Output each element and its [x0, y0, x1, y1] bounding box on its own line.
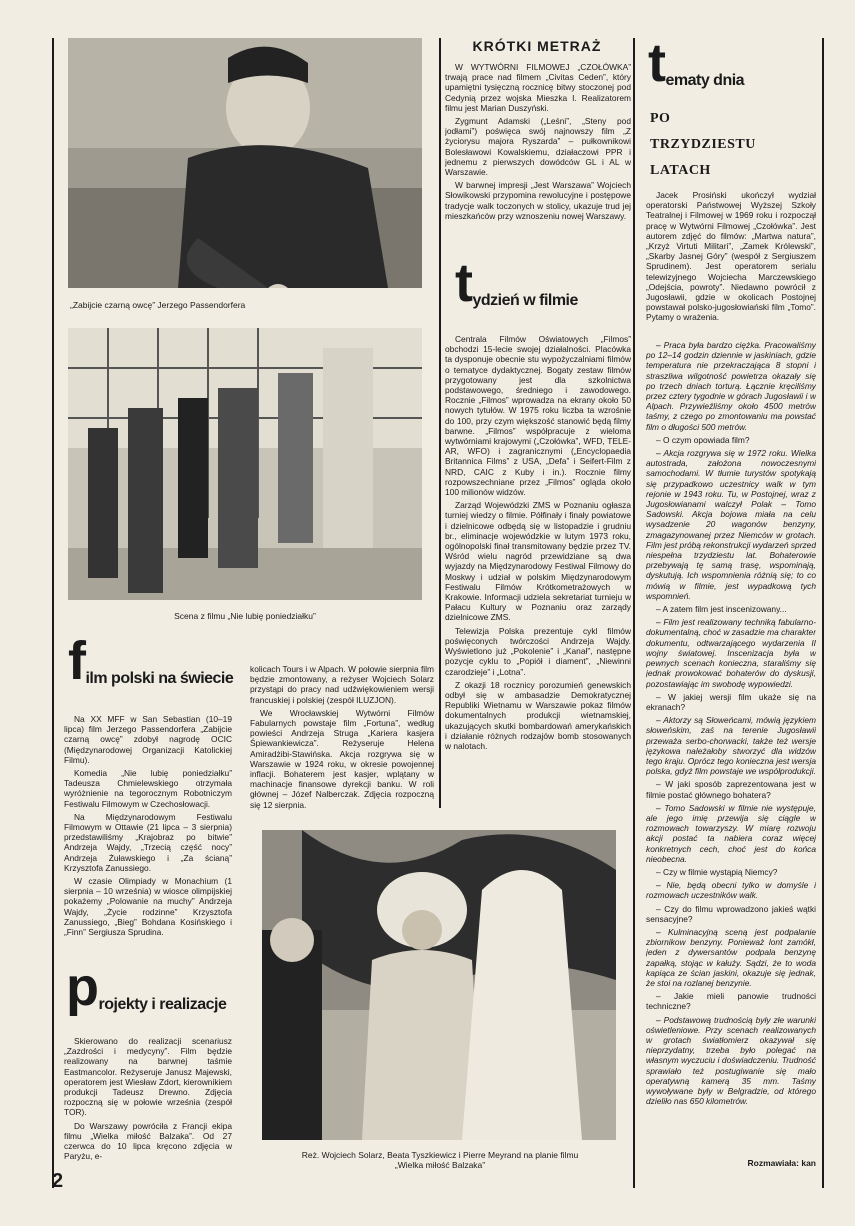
interview-q4: – A zatem film jest inscenizowany...: [656, 604, 787, 615]
photo-passendorfer: [68, 38, 422, 288]
photo-wielka-milosc-balzaka: [262, 830, 616, 1140]
krotki-paragraph-1: W WYTWÓRNI FILMOWEJ „CZOŁÓWKA” trwają prace nad filmem „Civitas Ceden”, który upamiętni tysięczną rocznicę bitwy stoczonej pod Cedynią przez wojska Mieszka I. Realizatorem filmu jest Marian Duszyński.: [445, 62, 631, 113]
interview-q3: – Akcja rozgrywa się w 1972 roku. Wielka autostrada, założona nowoczesnymi samochodami. W tłumie turystów spotykają się przypadkowo uczestnicy walk w tym rejonie w 1943 roku. Tu, w Postojnej, wraz z Jugosłowianami walczył Polak – Tomo Sadowski. Akcja bojowa miała na celu wysadzenie 20 wagonów benzyny, zmagazynowanej przez Niemców w grotach. Film jest próbą rekonstrukcji wydarzeń sprzed niespełna trzydziestu lat. Bohaterowie przebywają tę samą trasę, wspominają, dyskutują. Ich wspomnienia różnią się; to co mówią w filmie, jest wypadkową tych wspomnień.: [646, 448, 816, 601]
interview-q13: – Kulminacyjną sceną jest podpalanie zbiornikow benzyny. Ponieważ lont zamókł, jeden z dywersantów podpala benzynę zapałką, stojąc w kałuży. Sądzi, że to woda kapiąca ze ścian jaskini, okazuje się jednak, że stoi na rozlanej benzynie.: [646, 926, 816, 988]
middle-paragraph-1: kolicach Tours i w Alpach. W połowie sierpnia film będzie zmontowany, a reżyser Wojciech Solarz przystąpi do pracy nad udźwiękowieniem wersji francuskiej i polskiej (zespół ILUZJON).: [250, 664, 434, 705]
interview-title-line-3: LATACH: [650, 163, 711, 178]
heading-projekty-i-realizacje: [66, 957, 227, 1017]
far-right-rule: [822, 38, 824, 1188]
film-polski-text: [64, 714, 232, 972]
interview-q8: – W jaki sposób zaprezentowana jest w filmie postać głównego bohatera?: [646, 779, 816, 800]
middle-continuation-text: [250, 664, 434, 814]
projekty-paragraph-1: Skierowano do realizacji scenariusz „Zazdrości i medycyny”. Film będzie realizowany na barwnej taśmie Eastmancolor. Reżyseruje Janusz Majewski, operatorem jest Wiesław Zdort, kierownikiem produkcji Tadeusz Drewno. Zdjęcia rozpoczną się w połowie września (zespół TOR).: [64, 1036, 232, 1118]
interview-q7: – Aktorzy są Słoweńcami, mówią językiem słoweńskim, zaś na terenie Jugosławii przeważa serbo-chorwacki, także też wersje językowa należałoby stworzyć dla widzów tego kraju. Oprócz tego konieczna jest wersja polska, gdyż film powstaje we współprodukcji.: [646, 715, 816, 777]
krotki-paragraph-3: W barwnej impresji „Jest Warszawa” Wojciech Słowikowski przypomina rewolucyjne i postępowe tradycje walk toczonych w stolicy, ukazuje trud jej mieszkańców przy wznoszeniu nowej Warszawy.: [445, 180, 631, 221]
left-column-rule: [52, 38, 54, 1188]
heading-tydzien-rest: ydzień w filmie: [472, 292, 578, 309]
right-column-rule: [633, 38, 635, 1188]
caption-photo-3: Reż. Wojciech Solarz, Beata Tyszkiewicz i Pierre Meyrand na planie filmu „Wielka miłość Balzaka”: [301, 1150, 579, 1170]
tydzien-paragraph-4: Z okazji 18 rocznicy porozumień genewskich odbył się w ambasadzie Demokratycznej Republiki Wietnamu w Warszawie pokaz filmów dokumentalnych produkcji wietnamskiej, ukazujących skutki bombardowań amerykańskich i działanie różnych rodzajów bomb stosowanych w nalotach.: [445, 679, 631, 751]
polski-paragraph-4: W czasie Olimpiady w Monachium (1 sierpnia – 10 września) w wiosce olimpijskiej pokażemy „Polowanie na muchy” Andrzeja Wajdy, „Życie rodzinne” Krzysztofa Zanussiego, „Bieg” Bohdana Kosińskiego i „Finn” Sergiusza Sprudina.: [64, 876, 232, 938]
interview-title: [650, 106, 820, 184]
interview-signature: Rozmawiała: kan: [747, 1158, 816, 1168]
caption-photo-2: Scena z filmu „Nie lubię poniedziałku”: [174, 611, 316, 621]
interview-q2: – O czym opowiada film?: [656, 434, 750, 445]
tydzien-w-filmie-text: [445, 334, 631, 812]
interview-q9: – Tomo Sadowski w filmie nie występuje, ale jego imię przewija się ciągle w rozmowach towarzyszy. W miarę rozwoju akcji postać ta nabiera coraz więcej konkretnych cech, choć jest do końca nieobecna.: [646, 802, 816, 864]
interview-q1: – Praca była bardzo ciężka. Pracowaliśmy po 12–14 godzin dziennie w jaskiniach, gdzie temperatura nie przekraczająca 8 stopni i straszliwa wilgotność powietrza okazały się po trzech dniach torturą. Łącznie kręciliśmy przez cztery tygodnie w górach Jugosławii i w Alpach. Przywieźliśmy około 4500 metrów taśmy, z czego po zmontowaniu ma powstać film o długości 500 metrów.: [646, 340, 816, 432]
interview-q14: – Jakie mieli panowie trudności techniczne?: [646, 991, 816, 1012]
heading-tematy-dnia: [648, 33, 745, 93]
interview-title-line-1: PO: [650, 111, 671, 126]
heading-polski-cap: f: [68, 631, 86, 691]
tydzien-paragraph-2: Zarząd Wojewódzki ZMS w Poznaniu ogłasza turniej wiedzy o filmie. Półfinały i finały powiatowe i dzielnicowe odbędą się w listopadzie i grudniu br., eliminacje wojewódzkie w lutym 1973 roku, ogólnopolski finał transmitowany będzie przez TV. Wśród wielu nagród przewidziane są dwa wyjazdy na Międzynarodowy Festiwal Filmowy do Moskwy i udział w polskim Międzynarodowym Festiwalu Filmów Krótkometrażowych w Krakowie. Informacji udziela sekretariat turnieju w Pałacu Kultury w Poznaniu oraz zarządy dzielnicowe ZMS.: [445, 500, 631, 623]
interview-q10: – Czy w filmie wystąpią Niemcy?: [656, 866, 778, 877]
heading-tydzien-w-filmie: [455, 253, 578, 313]
caption-photo-1: „Zabijcie czarną owcę” Jerzego Passendorfera: [70, 300, 246, 310]
polski-paragraph-2: Komedia „Nie lubię poniedziałku” Tadeusza Chmielewskiego otrzymała wyróżnienie na tegorocznym Robotniczym Festiwalu Filmowym w Czechosłowacji.: [64, 768, 232, 809]
heading-projekty-cap: p: [66, 957, 99, 1017]
interview-q12: – Czy do filmu wprowadzono jakieś wątki sensacyjne?: [646, 903, 816, 924]
heading-tematy-rest: ematy dnia: [665, 72, 745, 89]
heading-tydzien-cap: t: [455, 253, 473, 313]
tematy-interview-text: [646, 340, 816, 1150]
tydzien-paragraph-1: Centrala Filmów Oświatowych „Filmos” obchodzi 15-lecie swojej działalności. Placówka ta dysponuje obecnie stu wypożyczalniami filmów o tematyce dydaktycznej. Bogaty zestaw filmów przygotowany jest dla szkolnictwa podstawowego, średniego i zawodowego. Rocznie „Filmos” wprowadza na ekrany około 50 nowych tytułów. W 1975 roku liczba ta wzrośnie do 100, przy czym większość stanowić będą filmy barwne. „Filmos” współpracuje z wieloma wytwórniami krajowymi („Czołówka”, WFD, TELE-AR, WFO) i zagranicznymi („Encyclopaedia Britannica Films” z USA, „Defa” i Seifert-Film z NRD, CAIC z Kuby i in.). Rocznie filmy rozpowszechniane przez „Filmos” ogląda około 100 milionów widzów.: [445, 334, 631, 498]
interview-q5: – Film jest realizowany techniką fabularno-dokumentalną, choć w zasadzie ma charakter dokumentu, odtwarzającego wydarzenia II wojny światowej. Inscenizacja była w pewnych scenach konieczna, staraliśmy się jednak prowokować bohaterów do dyskusji, pozostawiając im swobodę wypowiedzi.: [646, 617, 816, 689]
photo-nie-lubie-poniedzialku: [68, 328, 422, 600]
tematy-intro: Jacek Prosiński ukończył wydział operatorski Państwowej Wyższej Szkoły Teatralnej i Filmowej w 1969 roku i rozpoczął pracę w Wytwórni Filmowej „Czołówka”. Jest autorem zdjęć do filmów: „Martwa natura”, „Krzyż Virtuti Militari”, „Zamek Królewski”, „Skarby Jasnej Góry” (wespół z Sergiuszem Sprudinem). Jest operatorem serialu telewizyjnego Wojciecha Marczewskiego „Odejścia, powroty”. Niedawno powrócił z Jugosławii, gdzie w okolicach Postojnej powstawał polsko-jugosłowiański film „Tomo”. Pytamy o wrażenia.: [646, 190, 816, 323]
tydzien-paragraph-3: Telewizja Polska prezentuje cykl filmów poświęconych twórczości Andrzeja Wajdy. Wyświetlono już „Pokolenie” i „Kanał”, następne pozycje cyklu to „Popiół i diament”, „Niewinni czarodzieje” i „Lotna”.: [445, 625, 631, 677]
krotki-metraz-text: [445, 62, 631, 252]
krotki-paragraph-2: Zygmunt Adamski („Leśni”, „Steny pod jodłami”) poświęca swój najnowszy film „Z życiorysu majora Ryszarda” – pułkownikowi Bolesławowi Kowalskiemu, działaczowi PPR i jednemu z pierwszych dowódców GL i AL w Warszawie.: [445, 116, 631, 178]
interview-title-line-2: TRZYDZIESTU: [650, 137, 756, 152]
polski-paragraph-3: Na Międzynarodowym Festiwalu Filmowym w Ottawie (21 lipca – 3 sierpnia) przedstawiliśmy „Krajobraz po bitwie” Andrzeja Wajdy, „Trzecią część nocy” Andrzeja Żuławskiego i „Za ścianą” Krzysztofa Zanussiego.: [64, 811, 232, 873]
polski-paragraph-1: Na XX MFF w San Sebastian (10–19 lipca) film Jerzego Passendorfera „Zabijcie czarną owcę” zdobył nagrodę OCIC (Międzynarodowej Organizacji Katolickiej Filmu).: [64, 714, 232, 765]
heading-projekty-rest: rojekty i realizacje: [98, 996, 227, 1013]
interview-q15: – Podstawową trudnością były złe warunki oświetleniowe. Przy scenach realizowanych w grotach światłomierz okazywał się nieprzydatny, trzeba było polegać na własnym wyczuciu i doświadczeniu. Trudność sprawiało też postugiwanie się mało operatywną kamerą 35 mm. Taśmy wywoływane były w Belgradzie, od którego dzieliło nas 650 kilometrów.: [646, 1014, 816, 1107]
section-title-krotki-metraz: KRÓTKI METRAŻ: [472, 38, 602, 54]
tematy-intro-text: [646, 190, 816, 340]
heading-tematy-cap: t: [648, 33, 666, 93]
interview-q6: – W jakiej wersji film ukaże się na ekranach?: [646, 691, 816, 712]
page-number: 2: [52, 1170, 64, 1192]
projekty-text: [64, 1036, 232, 1174]
middle-paragraph-2: We Wrocławskiej Wytwórni Filmów Fabularnych powstaje film „Fortuna”, według powieści Andrzeja Struga „Kariera kasjera Śpiewankiewicza”. Reżyseruje Helena Amiradżibi-Stawińska. Akcja rozgrywa się w Warszawie w 1924 roku, w okresie powojennej inflacji. Bohaterem jest kasjer, wplątany w machinacje finansowe dyrekcji banku. W roli głównej – Józef Nalberczak. Zdjęcia rozpoczną się 12 sierpnia.: [250, 707, 434, 810]
middle-column-rule: [439, 38, 441, 808]
heading-polski-rest: ilm polski na świecie: [85, 670, 234, 687]
interview-q11: – Nie, będą obecni tylko w domyśle i rozmowach uczestników walk.: [646, 880, 816, 901]
projekty-paragraph-2: Do Warszawy powróciła z Francji ekipa filmu „Wielka miłość Balzaka”. Od 27 czerwca do 10 lipca kręcono zdjęcia w Paryżu, e-: [64, 1120, 232, 1162]
heading-film-polski-na-swiecie: [68, 631, 234, 691]
